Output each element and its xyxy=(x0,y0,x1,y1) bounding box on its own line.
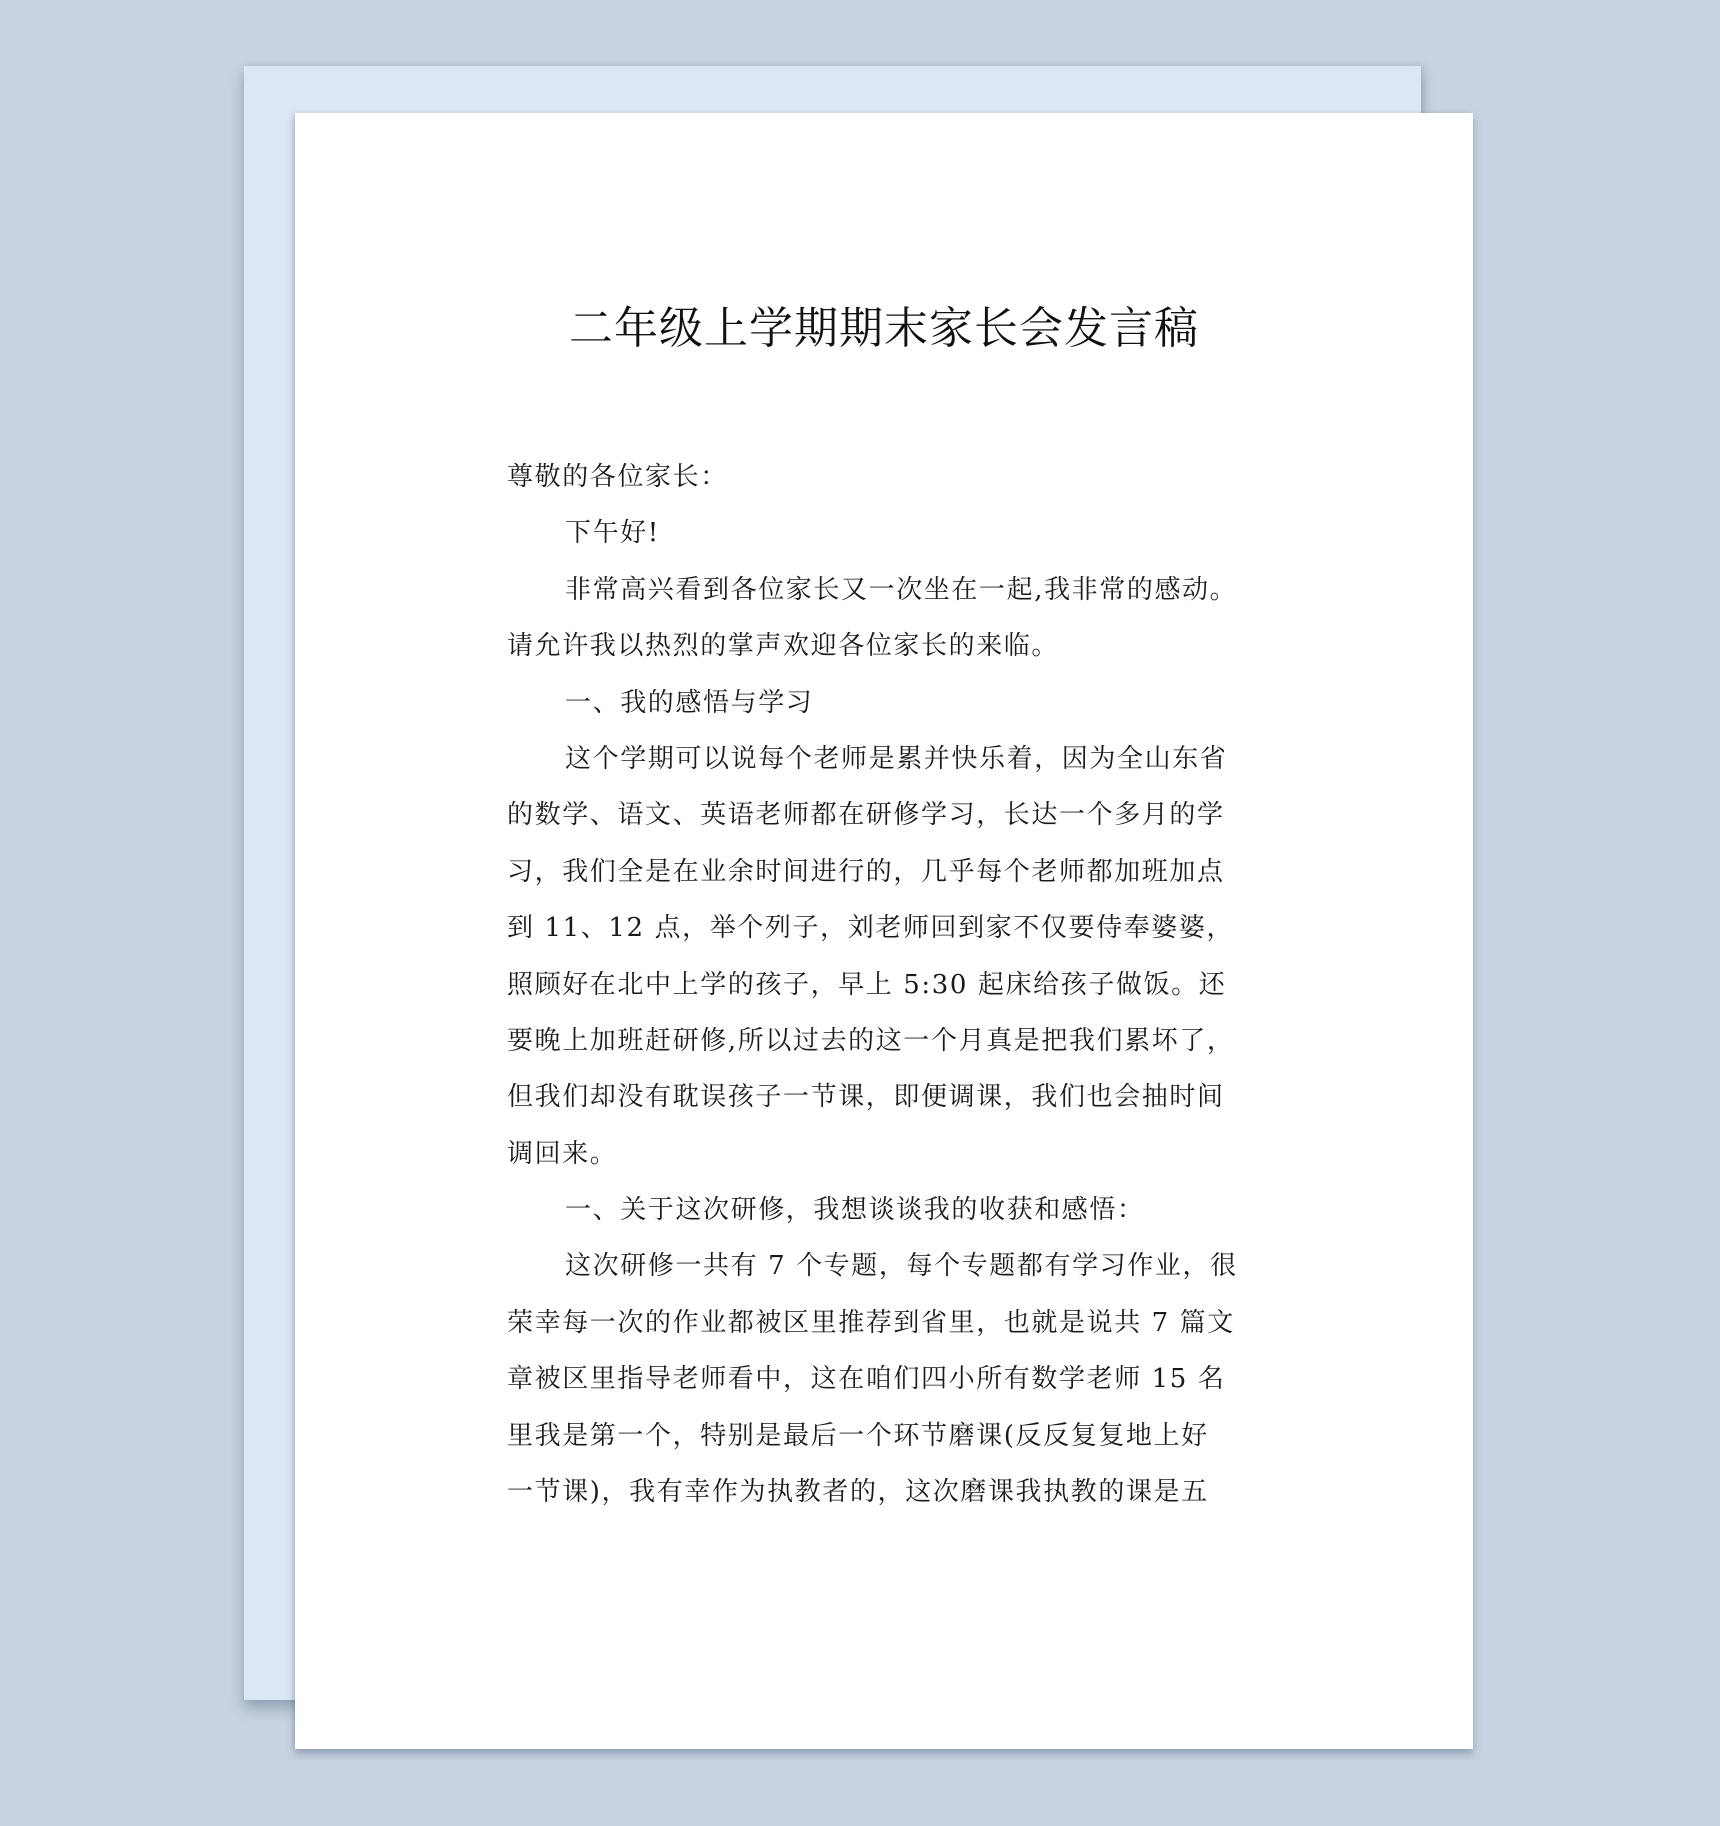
paragraph-line: 的数学、语文、英语老师都在研修学习，长达一个多月的学 xyxy=(507,800,1225,831)
paragraph-line: 一节课)，我有幸作为执教者的，这次磨课我执教的课是五 xyxy=(507,1477,1209,1508)
paragraph-line: 到 11、12 点，举个列子，刘老师回到家不仅要侍奉婆婆， xyxy=(507,913,1235,944)
paragraph-line: 照顾好在北中上学的孩子，早上 5:30 起床给孩子做饭。还 xyxy=(507,969,1227,1000)
paragraph-line: 调回来。 xyxy=(507,1138,618,1169)
document-page xyxy=(295,113,1473,1749)
paragraph-line: 里我是第一个，特别是最后一个环节磨课(反反复复地上好 xyxy=(507,1420,1209,1451)
paragraph-line: 请允许我以热烈的掌声欢迎各位家长的来临。 xyxy=(507,631,1060,662)
paragraph-line: 要晚上加班赶研修,所以过去的这一个月真是把我们累坏了， xyxy=(507,1025,1235,1056)
paragraph-line: 这个学期可以说每个老师是累并快乐着，因为全山东省 xyxy=(565,743,1228,774)
paragraph-line: 这次研修一共有 7 个专题，每个专题都有学习作业，很 xyxy=(565,1251,1238,1282)
paragraph-line: 习，我们全是在业余时间进行的，几乎每个老师都加班加点 xyxy=(507,856,1225,887)
document-body xyxy=(507,449,1267,1520)
paragraph-line: 荣幸每一次的作业都被区里推荐到省里，也就是说共 7 篇文 xyxy=(507,1307,1235,1338)
document-title: 二年级上学期期末家长会发言稿 xyxy=(569,303,1199,354)
salutation-line: 尊敬的各位家长： xyxy=(507,462,728,492)
paragraph-line: 但我们却没有耽误孩子一节课，即便调课，我们也会抽时间 xyxy=(507,1082,1225,1113)
section-heading: 一、我的感悟与学习 xyxy=(565,687,814,718)
paragraph-line: 章被区里指导老师看中，这在咱们四小所有数学老师 15 名 xyxy=(507,1364,1226,1395)
greeting-line: 下午好! xyxy=(565,518,660,549)
section-heading: 一、关于这次研修，我想谈谈我的收获和感悟： xyxy=(565,1195,1145,1226)
paragraph-line: 非常高兴看到各位家长又一次坐在一起,我非常的感动。 xyxy=(565,574,1238,605)
